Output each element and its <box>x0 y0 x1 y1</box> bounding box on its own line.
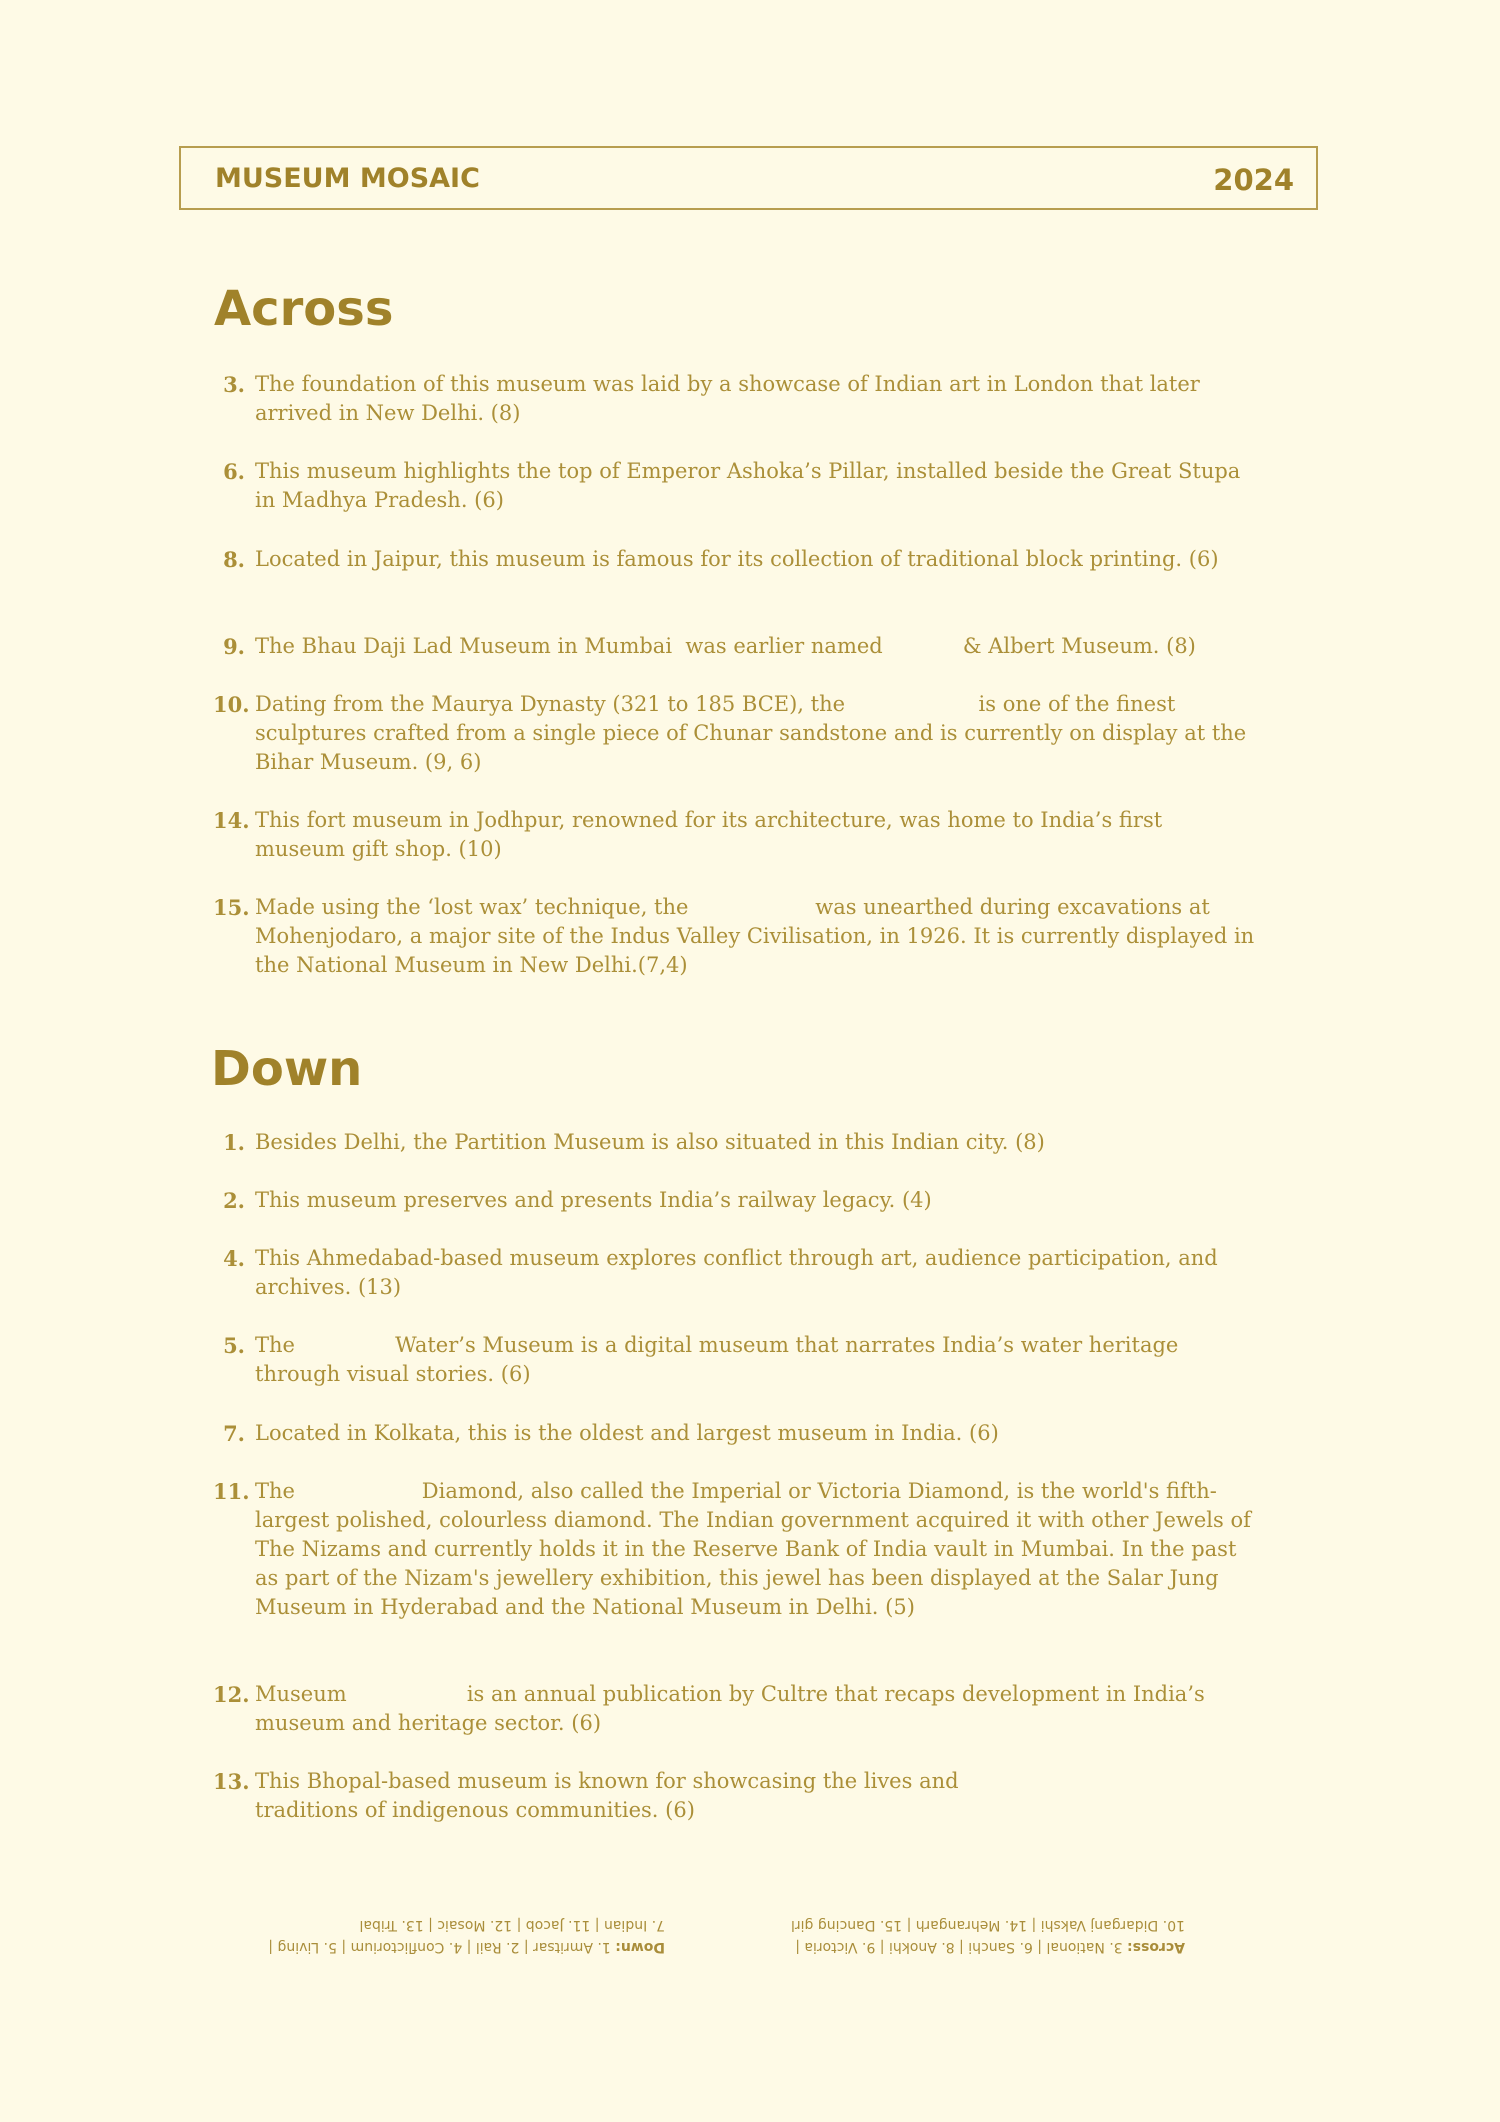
clue-text: This museum highlights the top of Emperor Ashoka’s Pillar, installed beside the Great Stupa in Madhya Pradesh. (6) <box>255 459 1241 512</box>
clue-number: 1. <box>223 1130 245 1155</box>
answers-across-label: Across: <box>1127 1939 1185 1955</box>
clue-number: 12. <box>213 1682 250 1707</box>
across-clue <box>213 690 1253 777</box>
clue-text: Dating from the Maurya Dynasty (321 to 185 BCE), the is one of the finest sculptures crafted from a single piece of Chunar sandstone and is currently on display at the Bihar Museum. (9, 6) <box>255 692 1253 774</box>
header-year: 2024 <box>1213 163 1294 197</box>
down-clue <box>213 1680 1233 1738</box>
clue-text: Located in Jaipur, this museum is famous for its collection of traditional block printing. (6) <box>255 547 1219 571</box>
clue-number: 7. <box>223 1421 245 1446</box>
answers-down-line2: 7. Indian | 11. Jacob | 12. Mosaic | 13. Tribal <box>359 1917 665 1933</box>
down-clue <box>213 1128 1233 1157</box>
clue-text: The foundation of this museum was laid by a showcase of Indian art in London that later arrived in New Delhi. (8) <box>255 372 1200 425</box>
clue-number: 8. <box>223 547 245 572</box>
down-clue <box>213 1477 1258 1651</box>
clue-number: 10. <box>213 692 250 717</box>
clue-number: 4. <box>223 1246 245 1271</box>
down-clue <box>213 1186 1233 1215</box>
clue-number: 11. <box>213 1479 250 1504</box>
answers-across-line1: 3. National | 6. Sanchi | 8. Anokhi | 9. Victoria | <box>795 1939 1128 1955</box>
clue-number: 6. <box>223 459 245 484</box>
answers-across-line2: 10. Didarganj Vakshi | 14. Mehrangarh | 15. Dancing girl <box>790 1917 1185 1933</box>
clue-text: Located in Kolkata, this is the oldest and largest museum in India. (6) <box>255 1421 999 1445</box>
clue-text: This Bhopal-based museum is known for showcasing the lives and traditions of indigenous communities. (6) <box>255 1769 959 1822</box>
across-clue <box>213 457 1241 515</box>
clue-text: The Bhau Daji Lad Museum in Mumbai was earlier named & Albert Museum. (8) <box>255 634 1196 658</box>
clue-number: 3. <box>223 372 245 397</box>
clue-number: 13. <box>213 1769 250 1794</box>
clue-text: Made using the ‘lost wax’ technique, the was unearthed during excavations at Mohenjodaro, a major site of the Indus Valley Civilisation, in 1926. It is currently displayed in the National Museum in New Delhi.(7,4) <box>255 895 1261 977</box>
across-clue <box>213 806 1233 864</box>
down-clue <box>213 1767 1233 1825</box>
down-clue <box>213 1331 1233 1389</box>
answers-down <box>263 1914 665 1958</box>
header-box <box>179 146 1318 210</box>
down-clue <box>213 1419 1233 1448</box>
clue-text: The Diamond, also called the Imperial or Victoria Diamond, is the world's fifth-largest polished, colourless diamond. The Indian government acquired it with other Jewels of The Nizams and currently holds it in the Reserve Bank of India vault in Mumbai. In the past as part of the Nizam's jewellery exhibition, this jewel has been displayed at the Salar Jung Museum in Hyderabad and the National Museum in Delhi. (5) <box>255 1479 1258 1619</box>
clue-number: 14. <box>213 808 250 833</box>
across-heading: Across <box>214 281 394 337</box>
clue-number: 2. <box>223 1188 245 1213</box>
clue-text: This fort museum in Jodhpur, renowned for its architecture, was home to India’s first museum gift shop. (10) <box>255 808 1163 861</box>
clue-text: Besides Delhi, the Partition Museum is also situated in this Indian city. (8) <box>255 1130 1045 1154</box>
clue-text: This Ahmedabad-based museum explores conflict through art, audience participation, and archives. (13) <box>255 1246 1218 1299</box>
clue-number: 9. <box>223 634 245 659</box>
across-clue <box>213 893 1261 980</box>
across-clue <box>213 632 1233 661</box>
answers-down-line1: 1. Amritsar | 2. Rail | 4. Conflictorium | 5. Living | <box>268 1939 616 1955</box>
clue-text: This museum preserves and presents India’s railway legacy. (4) <box>255 1188 932 1212</box>
down-heading: Down <box>211 1041 363 1097</box>
clue-number: 15. <box>213 895 250 920</box>
answers-down-label: Down: <box>615 1939 665 1955</box>
down-clue <box>213 1244 1233 1302</box>
clue-text: Museum is an annual publication by Cultre that recaps development in India’s museum and heritage sector. (6) <box>255 1682 1212 1735</box>
header-title: MUSEUM MOSAIC <box>215 163 480 194</box>
answers-across <box>790 1914 1185 1958</box>
across-clue <box>213 370 1233 428</box>
across-clue <box>213 545 1233 603</box>
clue-number: 5. <box>223 1333 245 1358</box>
clue-text: The Water’s Museum is a digital museum that narrates India’s water heritage through visual stories. (6) <box>255 1333 1186 1386</box>
